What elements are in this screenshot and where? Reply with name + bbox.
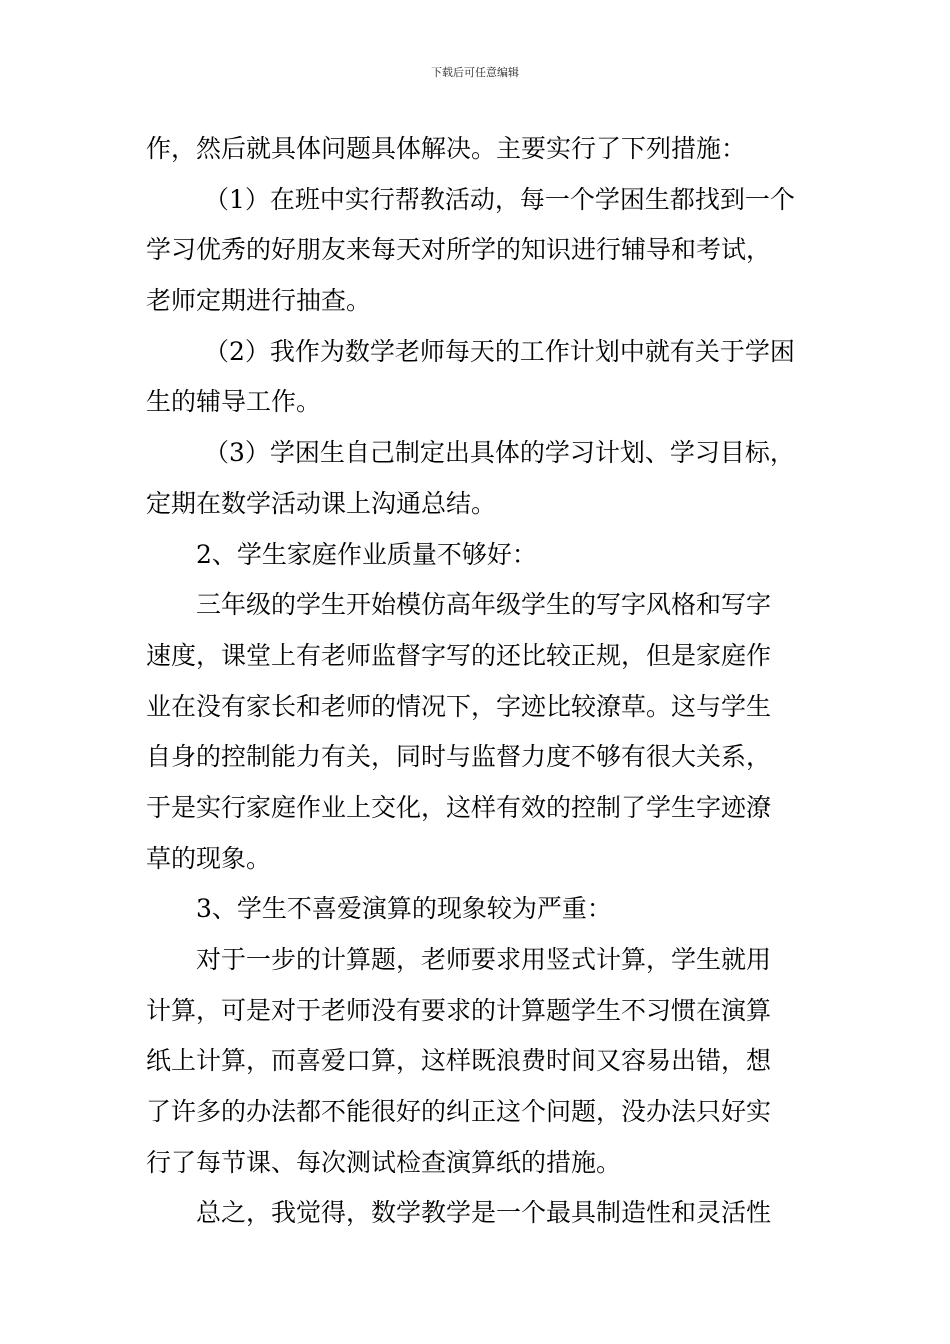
text-line: 业在没有家长和老师的情况下，字迹比较潦草。这与学生 (146, 691, 772, 721)
text-line: （1）在班中实行帮教活动，每一个学困生都找到一个 (204, 184, 795, 214)
text-line: 老师定期进行抽查。 (146, 286, 372, 316)
text-line: 计算，可是对于老师没有要求的计算题学生不习惯在演算 (146, 995, 772, 1025)
text-line: 自身的控制能力有关，同时与监督力度不够有很大关系， (146, 742, 772, 772)
text-line: 纸上计算，而喜爱口算，这样既浪费时间又容易出错，想 (146, 1046, 772, 1076)
text-line: （2）我作为数学老师每天的工作计划中就有关于学困 (204, 336, 795, 366)
text-line: 作，然后就具体问题具体解决。主要实行了下列措施： (146, 134, 747, 163)
document-body (146, 124, 808, 1239)
text-line: 2、学生家庭作业质量不够好： (196, 539, 537, 569)
text-line: 总之，我觉得，数学教学是一个最具制造性和灵活性 (196, 1198, 772, 1228)
text-line: 草的现象。 (146, 843, 272, 873)
text-line: 生的辅导工作。 (146, 387, 322, 417)
text-line: 了许多的办法都不能很好的纠正这个问题，没办法只好实 (146, 1097, 772, 1127)
text-line: 行了每节课、每次测试检查演算纸的措施。 (146, 1147, 622, 1177)
text-line: 3、学生不喜爱演算的现象较为严重： (196, 894, 612, 924)
text-line: 于是实行家庭作业上交化，这样有效的控制了学生字迹潦 (146, 792, 772, 822)
page-header: 下载后可任意编辑 (431, 66, 519, 79)
text-line: 对于一步的计算题，老师要求用竖式计算，学生就用 (196, 945, 772, 974)
text-line: 三年级的学生开始模仿高年级学生的写字风格和写字 (196, 590, 772, 620)
text-line: 定期在数学活动课上沟通总结。 (146, 488, 497, 518)
text-line: （3）学困生自己制定出具体的学习计划、学习目标， (204, 438, 795, 468)
text-line: 学习优秀的好朋友来每天对所学的知识进行辅导和考试， (146, 235, 772, 265)
text-line: 速度，课堂上有老师监督字写的还比较正规，但是家庭作 (146, 640, 772, 670)
